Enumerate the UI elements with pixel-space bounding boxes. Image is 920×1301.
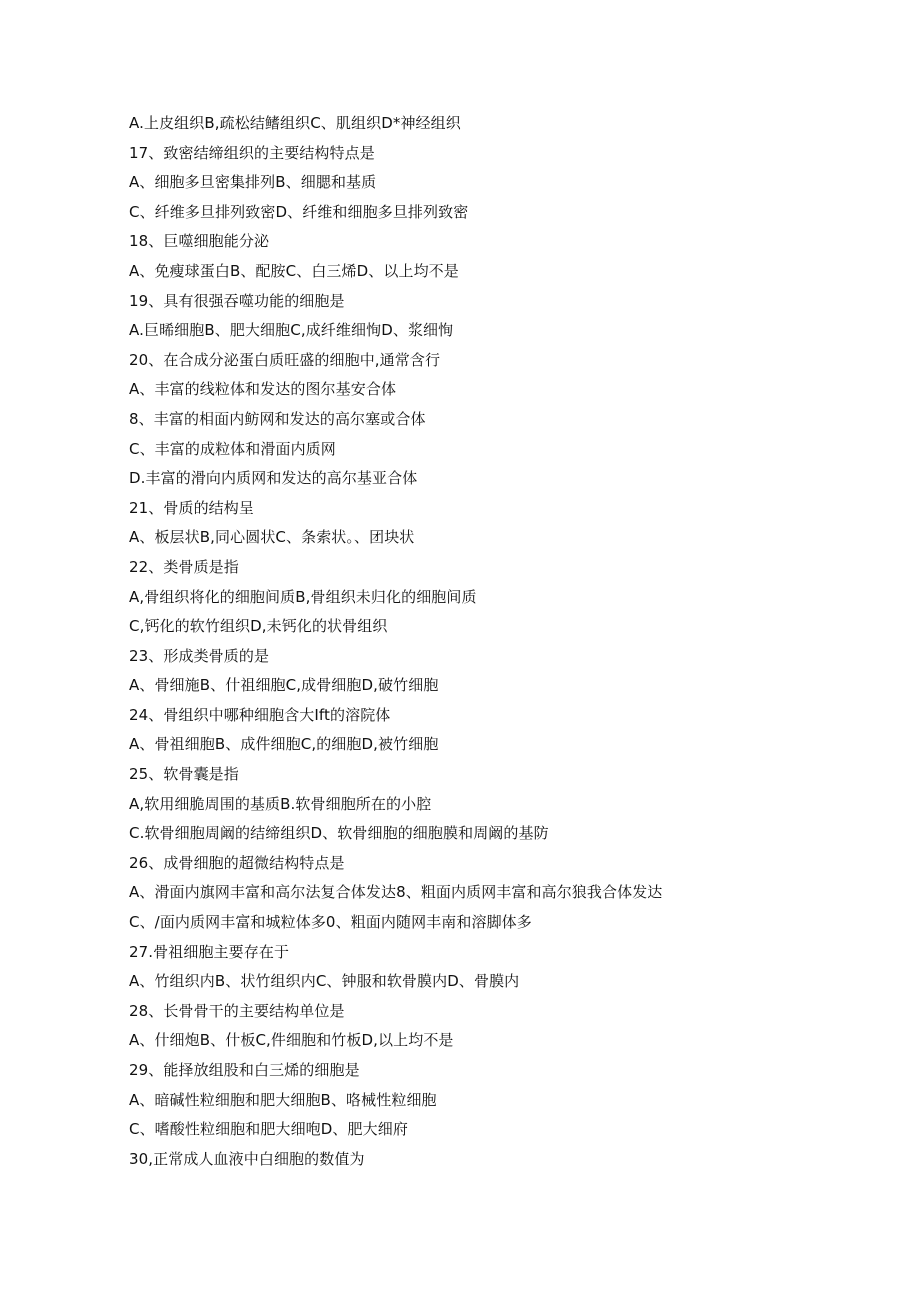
question-stem: 19、具有很强吞噬功能的细胞是 bbox=[129, 291, 345, 310]
question-stem: 26、成骨细胞的超微结构特点是 bbox=[129, 853, 345, 872]
answer-options: A.巨晞细胞B、肥大细胞C,成纤维细恂D、浆细恂 bbox=[129, 321, 454, 340]
question-stem: 20、在合成分泌蛋白质旺盛的细胞中,通常含行 bbox=[129, 350, 441, 369]
answer-options: A、骨祖细胞B、成件细胞C,的细胞D,被竹细胞 bbox=[129, 735, 439, 754]
answer-options: C、纤维多旦排列致密D、纤维和细胞多旦排列致密 bbox=[129, 202, 469, 221]
question-stem: 27.骨祖细胞主要存在于 bbox=[129, 942, 290, 961]
question-stem: 21、骨质的结构呈 bbox=[129, 498, 254, 517]
question-stem: 23、形成类骨质的是 bbox=[129, 646, 270, 665]
question-stem: 17、致密结缔组织的主要结构特点是 bbox=[129, 143, 375, 162]
answer-options: A,骨组织将化的细胞间质B,骨组织未归化的细胞间质 bbox=[129, 587, 477, 606]
answer-options: A、板层状B,同心圆状C、条索状。、团块状 bbox=[129, 528, 415, 547]
answer-options: A、暗碱性粒细胞和肥大细胞B、咯械性粒细胞 bbox=[129, 1090, 437, 1109]
answer-options: A、什细炮B、什板C,件细胞和竹板D,以上均不是 bbox=[129, 1031, 454, 1050]
answer-options: A、免瘦球蛋白B、配胺C、白三烯D、以上均不是 bbox=[129, 261, 459, 280]
answer-options: C、嗜酸性粒细胞和肥大细咆D、肥大细府 bbox=[129, 1120, 408, 1139]
answer-options: C,钙化的软竹组织D,未钙化的状骨组织 bbox=[129, 617, 388, 636]
question-stem: 30,正常成人血液中白细胞的数值为 bbox=[129, 1149, 365, 1168]
answer-options: A、竹组织内B、状竹组织内C、钟服和软骨膜内D、骨膜内 bbox=[129, 972, 520, 991]
answer-options: A.上皮组织B,疏松结鳍组织C、肌组织D*神经组织 bbox=[129, 114, 461, 132]
question-list bbox=[129, 109, 889, 1174]
answer-options: C、/面内质网丰富和城粒体多0、粗面内随网丰南和溶脚体多 bbox=[129, 913, 532, 932]
answer-options: A、丰富的线粒体和发达的图尔基安合体 bbox=[129, 380, 397, 399]
answer-options: A、滑面内旗网丰富和高尔法复合体发达8、粗面内质网丰富和高尔狼我合体发达 bbox=[129, 883, 663, 902]
answer-options: C.软骨细胞周阚的结缔组织D、软骨细胞的细胞膜和周阚的基防 bbox=[129, 824, 549, 843]
question-stem: 8、丰富的相面内鲂网和发达的高尔塞或合体 bbox=[129, 409, 426, 428]
answer-options: A、细胞多旦密集排列B、细腮和基质 bbox=[129, 173, 377, 192]
question-stem: 25、软骨囊是指 bbox=[129, 765, 239, 784]
answer-options: A、骨细施B、什祖细胞C,成骨细胞D,破竹细胞 bbox=[129, 676, 439, 695]
question-stem: 29、能择放组股和白三烯的细胞是 bbox=[129, 1061, 360, 1079]
answer-options: D.丰富的滑向内质网和发达的高尔基亚合体 bbox=[129, 469, 418, 488]
question-stem: 28、长骨骨干的主要结构单位是 bbox=[129, 1001, 345, 1020]
question-stem: 24、骨组织中哪种细胞含大Ift的溶院体 bbox=[129, 705, 391, 724]
question-stem: 22、类骨质是指 bbox=[129, 557, 239, 576]
question-stem: 18、巨噬细胞能分泌 bbox=[129, 232, 270, 251]
answer-options: A,软用细脆周围的基质B.软骨细胞所在的小腔 bbox=[129, 794, 432, 813]
answer-options: C、丰富的成粒体和滑面内质网 bbox=[129, 439, 336, 458]
